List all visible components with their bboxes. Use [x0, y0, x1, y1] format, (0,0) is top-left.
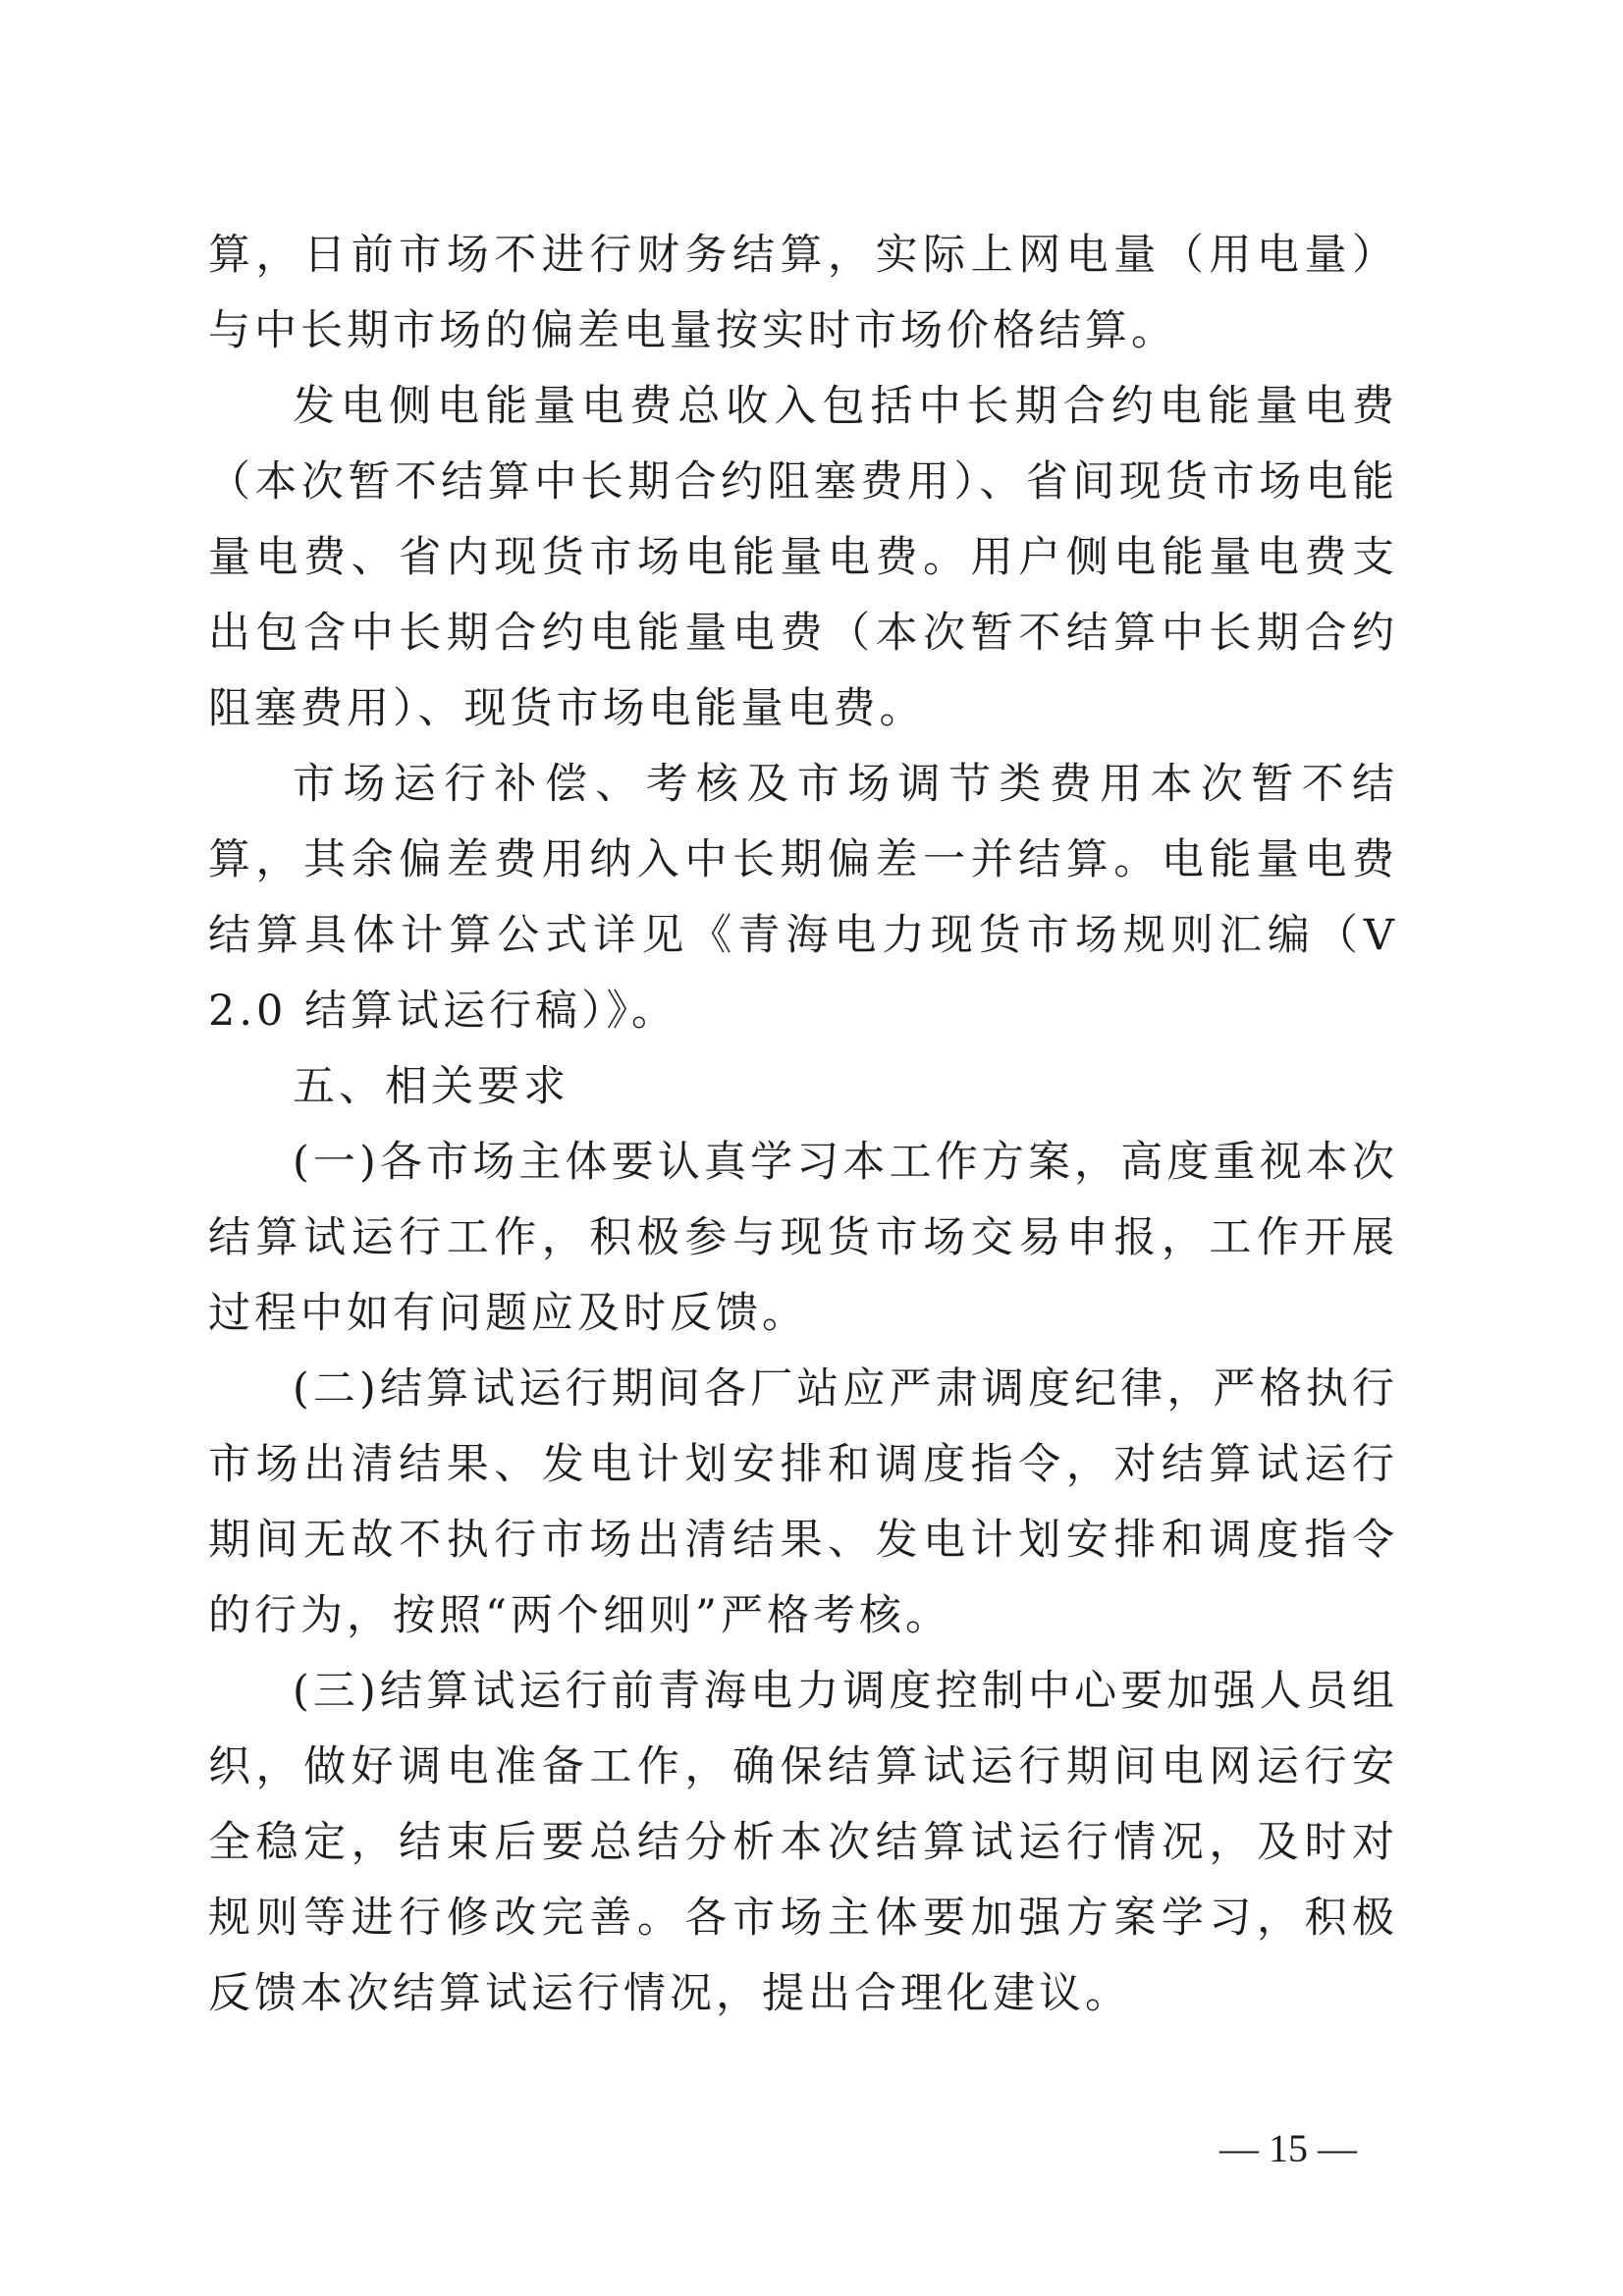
- page-number: — 15 —: [1219, 2126, 1357, 2170]
- body-text: [208, 218, 1398, 2032]
- paragraph-compensation-fees: 市场运行补偿、考核及市场调节类费用本次暂不结算，其余偏差费用纳入中长期偏差一并结算。电能量电费结算具体计算公式详见《青海电力现货市场规则汇编（V2.0 结算试运行稿）》。: [208, 760, 1398, 1036]
- paragraph-requirement-2: (二)结算试运行期间各厂站应严肃调度纪律，严格执行市场出清结果、发电计划安排和调度指令，对结算试运行期间无故不执行市场出清结果、发电计划安排和调度指令的行为，按照“两个细则”严格考核。: [208, 1364, 1398, 1640]
- paragraph-requirement-1: (一)各市场主体要认真学习本工作方案，高度重视本次结算试运行工作，积极参与现货市场交易申报，工作开展过程中如有问题应及时反馈。: [208, 1138, 1398, 1338]
- section-heading-requirements: 五、相关要求: [293, 1062, 569, 1111]
- paragraph-power-generation-fees: 发电侧电能量电费总收入包括中长期合约电能量电费（本次暂不结算中长期合约阻塞费用）、省间现货市场电能量电费、省内现货市场电能量电费。用户侧电能量电费支出包含中长期合约电能量电费（本次暂不结算中长期合约阻塞费用）、现货市场电能量电费。: [208, 382, 1398, 733]
- paragraph-continuation: 算，日前市场不进行财务结算，实际上网电量（用电量）与中长期市场的偏差电量按实时市场价格结算。: [208, 231, 1398, 355]
- paragraph-requirement-3: (三)结算试运行前青海电力调度控制中心要加强人员组织，做好调电准备工作，确保结算试运行期间电网运行安全稳定，结束后要总结分析本次结算试运行情况，及时对规则等进行修改完善。各市场主体要加强方案学习，积极反馈本次结算试运行情况，提出合理化建议。: [208, 1667, 1398, 2018]
